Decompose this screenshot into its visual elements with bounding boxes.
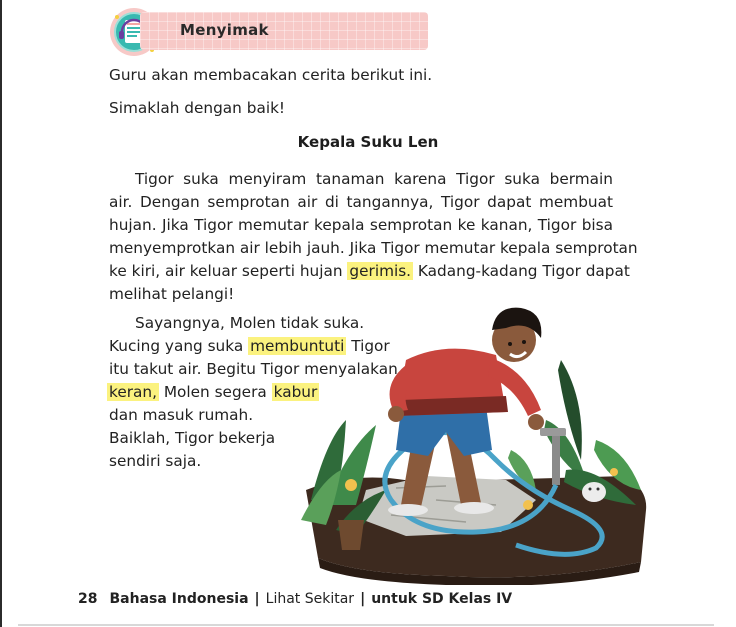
page-bottom-edge xyxy=(18,624,714,626)
highlight-word: kabur xyxy=(273,383,318,401)
story-line: ke kiri, air keluar seperti hujan gerimis. Kadang-kadang Tigor dapat xyxy=(109,262,630,280)
story-line: hujan. Jika Tigor memutar kepala semprotan ke kanan, Tigor bisa xyxy=(109,216,613,234)
highlight-word: membuntuti xyxy=(250,337,345,355)
story-line: air. Dengan semprotan air di tangannya, Tigor dapat membuat xyxy=(109,193,613,211)
highlight-word: gerimis. xyxy=(349,262,412,280)
story-line: Kucing yang suka membuntuti Tigor xyxy=(109,337,390,355)
page-edge xyxy=(0,0,2,627)
page-number: 28 xyxy=(78,591,98,607)
section-banner xyxy=(140,12,428,50)
footer-chapter: Lihat Sekitar xyxy=(265,591,355,607)
page-footer: 28 Bahasa Indonesia | Lihat Sekitar | untuk SD Kelas IV xyxy=(78,591,513,607)
story-line: Baiklah, Tigor bekerja xyxy=(109,429,276,447)
story-line: melihat pelangi! xyxy=(109,285,235,303)
story-line: Tigor suka menyiram tanaman karena Tigor suka bermain xyxy=(135,170,613,188)
boy-watering-illustration xyxy=(296,300,656,585)
section-title: Menyimak xyxy=(180,21,269,39)
intro-instruction: Guru akan membacakan cerita berikut ini. xyxy=(109,66,433,84)
story-line: keran, Molen segera kabur xyxy=(109,383,318,401)
highlight-word: keran, xyxy=(109,383,157,401)
story-line: menyemprotkan air lebih jauh. Jika Tigor memutar kepala semprotan xyxy=(109,239,638,257)
story-line: sendiri saja. xyxy=(109,452,202,470)
story-line: Sayangnya, Molen tidak suka. xyxy=(135,314,365,332)
story-title: Kepala Suku Len xyxy=(297,133,439,151)
footer-subject: Bahasa Indonesia xyxy=(109,591,249,607)
story-line: itu takut air. Begitu Tigor menyalakan xyxy=(109,360,398,378)
story-line: dan masuk rumah. xyxy=(109,406,254,424)
intro-instruction-2: Simaklah dengan baik! xyxy=(109,99,286,117)
footer-grade: untuk SD Kelas IV xyxy=(371,591,513,607)
